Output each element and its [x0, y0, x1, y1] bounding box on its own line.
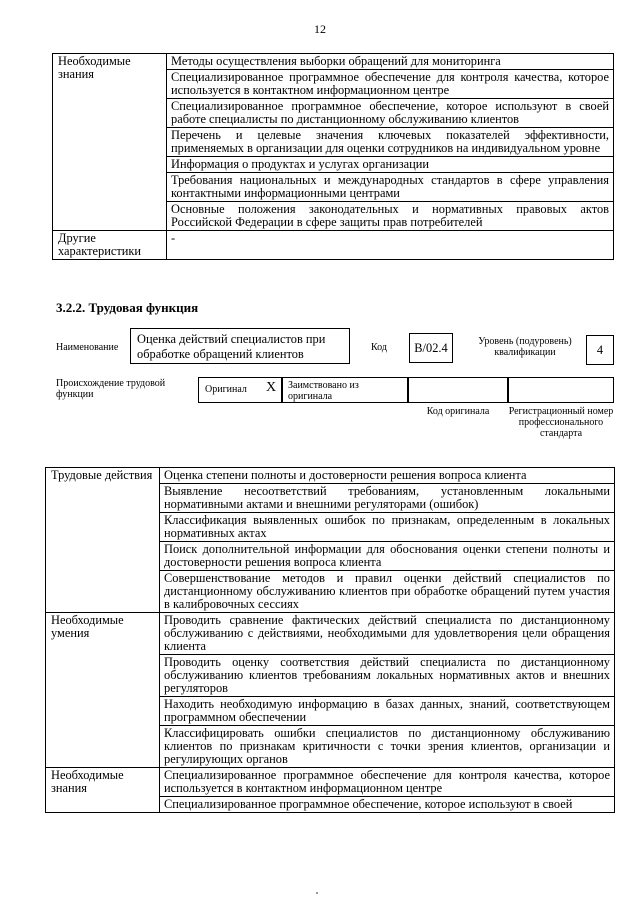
original-code-cell — [408, 377, 508, 403]
row-item: Информация о продуктах и услугах организации — [167, 157, 614, 173]
qualification-level-field: 4 — [586, 335, 614, 365]
function-code-field: B/02.4 — [409, 333, 453, 363]
function-name-field: Оценка действий специалистов при обработке обращений клиентов — [130, 328, 350, 364]
row-item: Проводить сравнение фактических действий специалиста по дистанционному обслуживанию с действиями, необходимыми для удовлетворения цели обращения клиента — [160, 613, 615, 655]
row-item: Специализированное программное обеспечение, которое используют в своей — [160, 797, 615, 813]
row-item: Проводить оценку соответствия действий специалиста по дистанционному обслуживанию клиентов требованиям локальных нормативных актов и внешних регуляторов — [160, 655, 615, 697]
row-item: - — [167, 231, 614, 260]
table-row — [53, 54, 614, 70]
row-label: Трудовые действия — [46, 468, 160, 613]
borrowed-label: Заимствовано из оригинала — [282, 377, 408, 403]
table-row — [46, 468, 615, 484]
registration-number-caption: Регистрационный номер профессионального стандарта — [508, 406, 614, 439]
row-item: Классифицировать ошибки специалистов по дистанционному обслуживанию клиентов по признакам критичности с точки зрения клиентов, организации и регулирующих органов — [160, 726, 615, 768]
section-heading: 3.2.2. Трудовая функция — [56, 300, 199, 315]
row-label: Необходимые знания — [46, 768, 160, 813]
row-item: Специализированное программное обеспечение, которое используют в своей работе специалисты по дистанционному обслуживанию клиентов — [167, 99, 614, 128]
top-requirements-table — [52, 53, 614, 260]
table-row — [46, 768, 615, 797]
table-row — [46, 613, 615, 655]
row-item: Специализированное программное обеспечение для контроля качества, которое используется в контактном информационном центре — [160, 768, 615, 797]
row-item: Требования национальных и международных стандартов в сфере управления контактными информационными центрами — [167, 173, 614, 202]
original-label: Оригинал — [205, 384, 247, 395]
page-mark — [316, 892, 318, 894]
function-requirements-table — [45, 467, 615, 813]
code-label: Код — [371, 342, 387, 353]
row-label: Другие характеристики — [53, 231, 167, 260]
name-label: Наименование — [56, 342, 119, 353]
row-item: Выявление несоответствий требованиям, установленным локальными нормативными актами и внешними регуляторами (ошибок) — [160, 484, 615, 513]
row-item: Поиск дополнительной информации для обоснования оценки степени полноты и достоверности решения вопроса клиента — [160, 542, 615, 571]
row-item: Методы осуществления выборки обращений для мониторинга — [167, 54, 614, 70]
original-mark: X — [266, 380, 277, 395]
original-code-caption: Код оригинала — [426, 406, 490, 417]
row-item: Находить необходимую информацию в базах данных, знаний, соответствующем программном обеспечении — [160, 697, 615, 726]
origin-label: Происхождение трудовой функции — [56, 378, 166, 400]
registration-number-cell — [508, 377, 614, 403]
row-label: Необходимые умения — [46, 613, 160, 768]
row-item: Специализированное программное обеспечение для контроля качества, которое используется в контактном информационном центре — [167, 70, 614, 99]
row-item: Классификация выявленных ошибок по признакам, определенным в локальных нормативных актах — [160, 513, 615, 542]
row-label: Необходимые знания — [53, 54, 167, 231]
page-number: 12 — [314, 22, 326, 36]
row-item: Оценка степени полноты и достоверности решения вопроса клиента — [160, 468, 615, 484]
row-item: Совершенствование методов и правил оценки действий специалистов по дистанционному обслуживанию клиентов при обработке обращений путем участия в калибровочных сессиях — [160, 571, 615, 613]
row-item: Перечень и целевые значения ключевых показателей эффективности, применяемых в организации для оценки сотрудников на индивидуальном уровне — [167, 128, 614, 157]
row-item: Основные положения законодательных и нормативных правовых актов Российской Федерации в сфере защиты прав потребителей — [167, 202, 614, 231]
table-row — [53, 231, 614, 260]
qualification-level-label: Уровень (подуровень) квалификации — [478, 336, 572, 358]
